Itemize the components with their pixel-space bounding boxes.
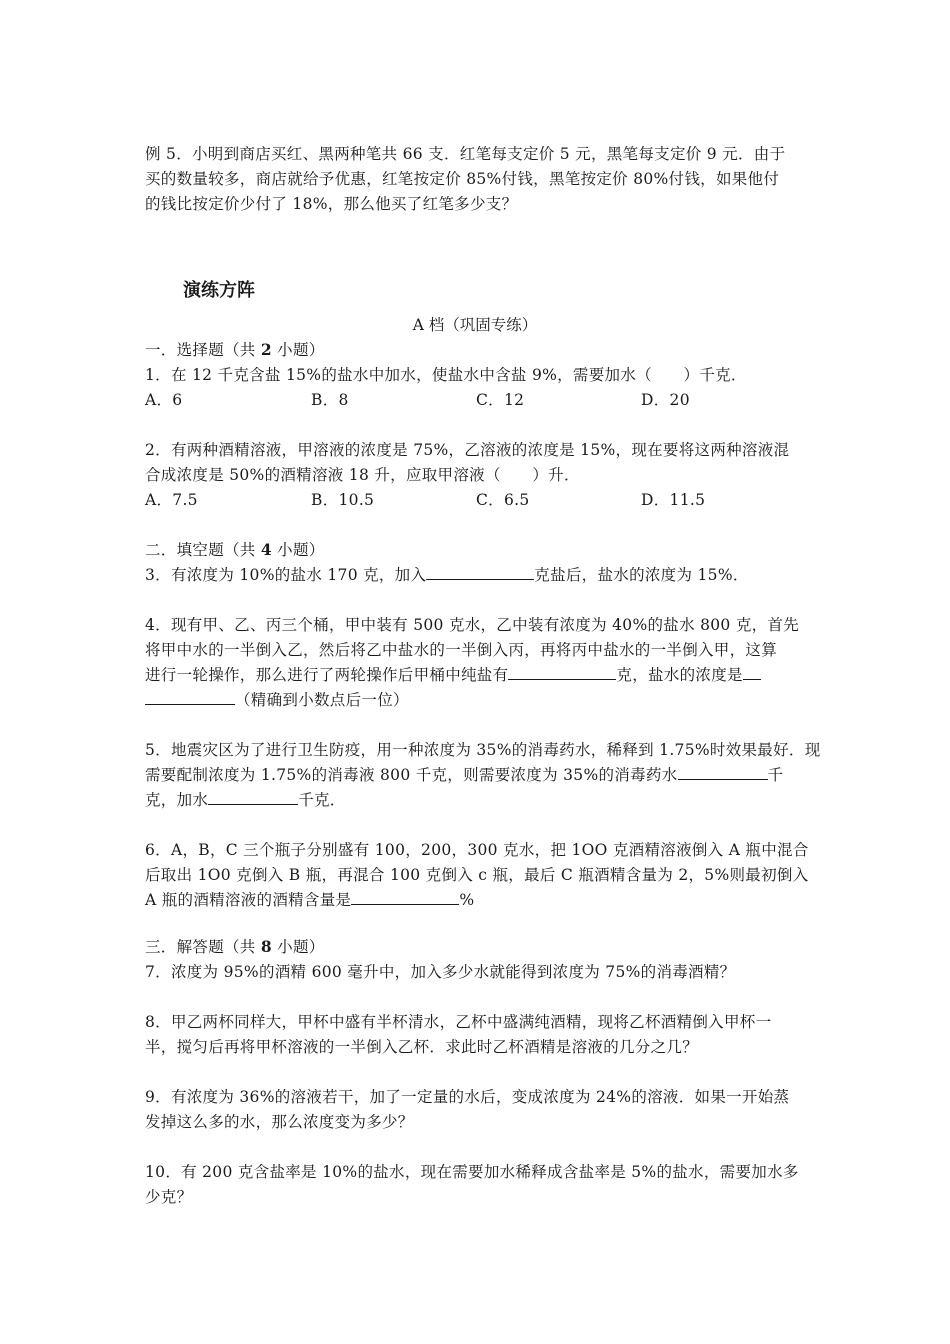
q2-option-d: D．11.5 <box>641 491 706 509</box>
q6-line3 <box>145 890 474 910</box>
q4-line4-text: （精确到小数点后一位） <box>235 691 409 709</box>
q9-line1: 9．有浓度为 36%的溶液若干，加了一定量的水后，变成浓度为 24%的溶液．如果一开始蒸 <box>145 1088 790 1106</box>
q3-text-a: 3．有浓度为 10%的盐水 170 克，加入 <box>145 566 427 584</box>
q6-line3a: A 瓶的酒精溶液的酒精含量是 <box>145 891 352 909</box>
q10-line1: 10．有 200 克含盐率是 10%的盐水，现在需要加水稀释成含盐率是 5%的盐水，需要加水多 <box>145 1163 799 1181</box>
q4-line3b: 克，盐水的浓度是 <box>616 666 743 684</box>
example5-line1: 例 5．小明到商店买红、黑两种笔共 66 支．红笔每支定价 5 元，黑笔每支定价 9 元．由于 <box>145 145 786 163</box>
q5-line3a: 克，加水 <box>145 791 209 809</box>
level-title: A 档（巩固专练） <box>412 316 538 334</box>
q7: 7．浓度为 95%的酒精 600 毫升中，加入多少水就能得到浓度为 75%的消毒酒精？ <box>145 963 736 981</box>
part1-title <box>145 340 325 360</box>
part1-count: 2 <box>260 340 272 359</box>
q5-line1: 5．地震灾区为了进行卫生防疫，用一种浓度为 35%的消毒药水，稀释到 1.75%时效果最好．现 <box>145 741 821 759</box>
q4-line3a: 进行一轮操作，那么进行了两轮操作后甲桶中纯盐有 <box>145 666 509 684</box>
q1-text: 1．在 12 千克含盐 15%的盐水中加水，使盐水中含盐 9%，需要加水（ ）千克． <box>145 366 747 384</box>
q2-line2: 合成浓度是 50%的酒精溶液 18 升，应取甲溶液（ ）升． <box>145 466 580 484</box>
q5-line3 <box>145 790 346 810</box>
part3-suffix: 小题） <box>271 938 325 956</box>
section-heading: 演练方阵 <box>183 280 255 301</box>
q6-line2: 后取出 1O0 克倒入 B 瓶，再混合 100 克倒入 c 瓶，最后 C 瓶酒精含量为 2，5%则最初倒入 <box>145 866 809 884</box>
part3-title <box>145 937 325 957</box>
q3-text-b: 克盐后，盐水的浓度为 15%． <box>534 566 749 584</box>
q5-line2a: 需要配制浓度为 1.75%的消毒液 800 千克，则需要浓度为 35%的消毒药水 <box>145 766 678 784</box>
q8-line1: 8．甲乙两杯同样大，甲杯中盛有半杯清水，乙杯中盛满纯酒精，现将乙杯酒精倒入甲杯一 <box>145 1013 772 1031</box>
part2-prefix: 二．填空题（共 <box>145 541 261 559</box>
q2-option-a: A．7.5 <box>145 491 198 509</box>
example5-line3: 的钱比按定价少付了 18%，那么他买了红笔多少支？ <box>145 195 518 213</box>
part2-title <box>145 540 325 560</box>
q1-option-c: C．12 <box>476 391 525 409</box>
q1-option-a: A．6 <box>145 391 183 409</box>
q4-line1: 4．现有甲、乙、丙三个桶，甲中装有 500 克水，乙中装有浓度为 40%的盐水 800 克，首先 <box>145 616 800 634</box>
q3-answer-blank[interactable] <box>426 565 534 580</box>
q3 <box>145 565 749 585</box>
part2-count: 4 <box>260 540 272 559</box>
q5-water-blank[interactable] <box>208 790 298 805</box>
part1-suffix: 小题） <box>271 341 325 359</box>
q5-solution-blank[interactable] <box>678 765 768 780</box>
q8-line2: 半，搅匀后再将甲杯溶液的一半倒入乙杯．求此时乙杯酒精是溶液的几分之几？ <box>145 1038 699 1056</box>
q6-line3b: % <box>459 891 475 909</box>
q10-line2: 少克？ <box>145 1188 193 1206</box>
q5-line2b: 千 <box>767 766 784 784</box>
q2-line1: 2．有两种酒精溶液，甲溶液的浓度是 75%，乙溶液的浓度是 15%，现在要将这两种溶液混 <box>145 441 790 459</box>
q4-salt-blank[interactable] <box>508 665 616 680</box>
q9-line2: 发掉这么多的水，那么浓度变为多少？ <box>145 1113 414 1131</box>
example5-line2: 买的数量较多，商店就给予优惠，红笔按定价 85%付钱，黑笔按定价 80%付钱，如果他付 <box>145 170 780 188</box>
q2-option-c: C．6.5 <box>476 491 530 509</box>
q5-line2 <box>145 765 783 785</box>
q2-option-b: B．10.5 <box>311 491 375 509</box>
q6-line1: 6．A，B，C 三个瓶子分别盛有 100，200，300 克水，把 1OO 克酒精溶液倒入 A 瓶中混合 <box>145 841 809 859</box>
part2-suffix: 小题） <box>271 541 325 559</box>
q1-option-b: B．8 <box>311 391 349 409</box>
q4-concentration-blank-end[interactable] <box>145 690 235 705</box>
part3-prefix: 三．解答题（共 <box>145 938 261 956</box>
q6-answer-blank[interactable] <box>351 890 459 905</box>
q5-line3b: 千克． <box>298 791 346 809</box>
part3-count: 8 <box>260 937 272 956</box>
q4-concentration-blank-start[interactable] <box>743 665 761 680</box>
q4-line2: 将甲中水的一半倒入乙，然后将乙中盐水的一半倒入丙，再将丙中盐水的一半倒入甲，这算 <box>145 641 778 659</box>
q4-line3 <box>145 665 761 685</box>
q1-option-d: D．20 <box>641 391 690 409</box>
part1-prefix: 一．选择题（共 <box>145 341 261 359</box>
q4-line4 <box>145 690 409 710</box>
